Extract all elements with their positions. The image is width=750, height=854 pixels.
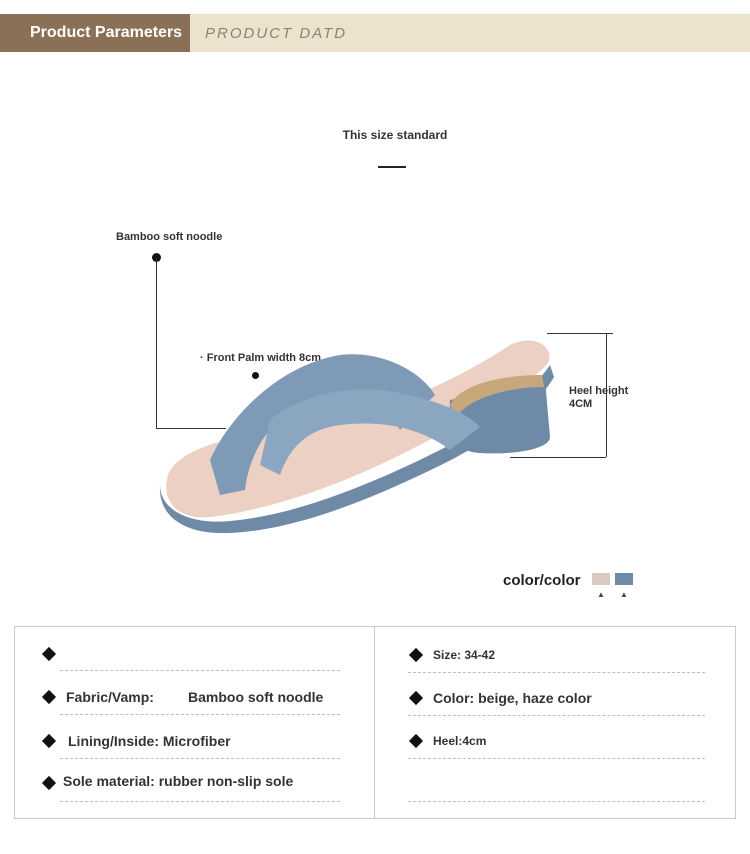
spec-separator — [60, 801, 340, 802]
caret-up-icon: ▲ — [597, 590, 605, 599]
spec-heel-text: Heel:4cm — [433, 734, 487, 748]
diamond-bullet-icon — [409, 734, 423, 748]
diamond-bullet-icon — [42, 776, 56, 790]
spec-separator — [408, 715, 705, 716]
spec-divider — [374, 626, 375, 819]
spec-separator — [60, 670, 340, 671]
spec-right-row-3 — [411, 729, 711, 755]
spec-fabric-value: Bamboo soft noodle — [188, 689, 324, 705]
callout-upper-label: Bamboo soft noodle — [116, 231, 223, 243]
spec-separator — [60, 758, 340, 759]
heel-bottom-line — [510, 457, 606, 458]
spec-size-text: Size: 34-42 — [433, 648, 496, 662]
spec-right-row-2 — [411, 686, 711, 712]
sandal-illustration — [150, 325, 570, 545]
diamond-bullet-icon — [409, 691, 423, 705]
spec-sole-text: Sole material: rubber non-slip sole — [63, 773, 294, 789]
spec-separator — [408, 758, 705, 759]
size-standard-heading: This size standard — [342, 128, 448, 142]
spec-separator — [60, 714, 340, 715]
heading-underline — [378, 166, 406, 168]
spec-separator — [408, 672, 705, 673]
spec-right-row-1 — [411, 643, 711, 669]
header-title: Product Parameters — [0, 14, 190, 52]
heel-top-line — [547, 333, 613, 334]
heel-height-label-line1: Heel height — [569, 385, 629, 397]
header-subtitle: PRODUCT DATD — [205, 25, 348, 42]
color-label: color/color — [503, 572, 581, 589]
swatch-haze[interactable] — [615, 573, 633, 585]
diamond-bullet-icon — [42, 734, 56, 748]
spec-left-row-1 — [44, 642, 344, 668]
swatch-beige[interactable] — [592, 573, 610, 585]
diamond-bullet-icon — [42, 690, 56, 704]
sandal-image — [150, 325, 570, 545]
spec-left-row-2 — [44, 685, 344, 711]
spec-fabric-label: Fabric/Vamp: — [66, 689, 154, 705]
spec-separator — [408, 801, 705, 802]
heel-height-label-line2: 4CM — [569, 398, 593, 410]
callout-palm-label: · Front Palm width 8cm — [200, 352, 322, 364]
callout-palm-text: Front Palm width 8cm — [206, 352, 322, 364]
spec-lining-text: Lining/Inside: Microfiber — [68, 733, 231, 749]
spec-left-row-4 — [44, 769, 344, 795]
caret-up-icon: ▲ — [620, 590, 628, 599]
diamond-bullet-icon — [409, 648, 423, 662]
diamond-bullet-icon — [42, 647, 56, 661]
spec-left-row-3 — [44, 729, 344, 755]
heel-height-label — [569, 385, 628, 411]
spec-color-text: Color: beige, haze color — [433, 690, 592, 706]
